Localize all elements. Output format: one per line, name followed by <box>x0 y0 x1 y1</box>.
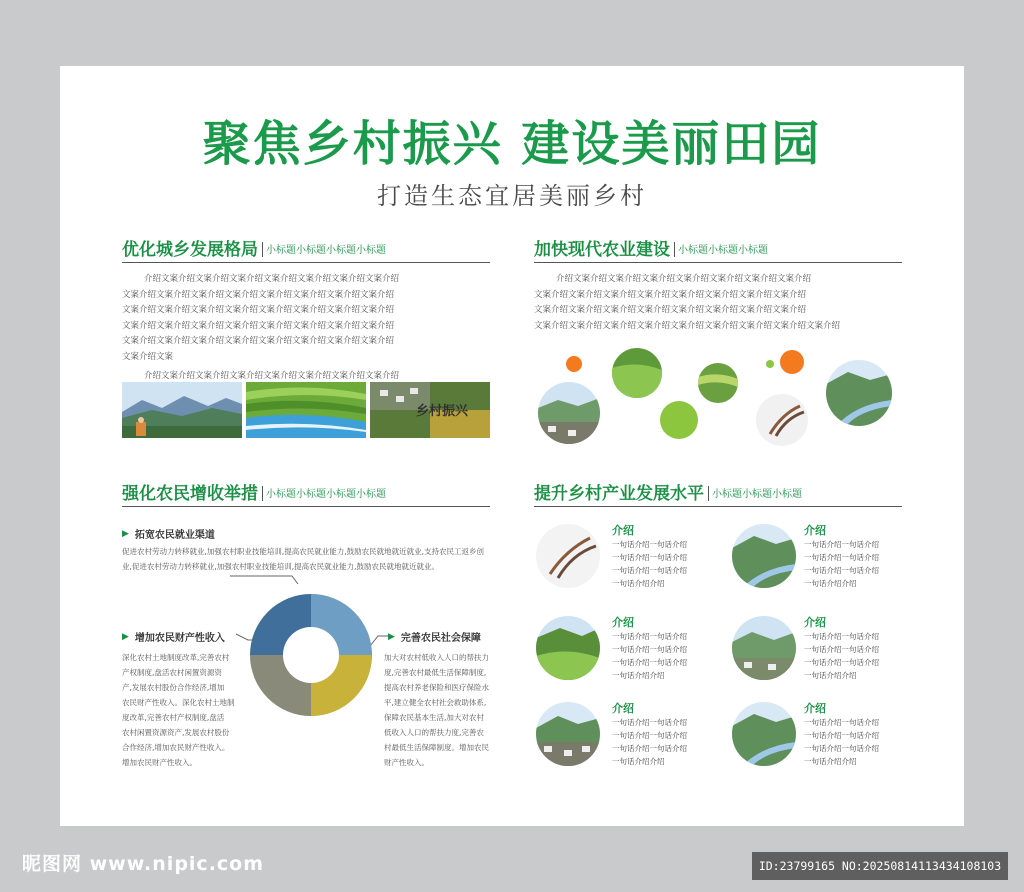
list-item: 一句话介绍一句话介绍 <box>804 540 879 549</box>
text-line: 村最低生活保障制度。增加农民 <box>384 743 489 752</box>
bullet-title: 完善农民社会保障 <box>400 633 481 644</box>
text-line: 文案介绍文案介绍文案介绍文案介绍文案介绍文案介绍文案介绍文案介绍 <box>534 305 807 315</box>
text-line: 介绍文案介绍文案介绍文案介绍文案介绍文案介绍文案介绍文案介绍 <box>144 371 400 381</box>
list-item: 一句话介绍介绍 <box>804 757 857 766</box>
divider <box>708 486 709 501</box>
text-line: 文案介绍文案介绍文案介绍文案介绍文案介绍文案介绍文案介绍文案介绍 <box>534 289 807 300</box>
text-line: 低收入人口的帮扶力度,完善农 <box>384 728 484 737</box>
text-line: 保障农民基本生活,加大对农村 <box>384 713 484 722</box>
triangle-bullet-icon: ▶ <box>122 631 129 642</box>
list-item: 一句话介绍一句话介绍 <box>804 731 879 740</box>
list-item: 一句话介绍一句话介绍 <box>804 632 879 641</box>
text-line: 产,发展农村股份合作经济,增加 <box>122 683 225 692</box>
text-line: 增加农民财产性收入。 <box>122 758 197 767</box>
intro-item-photo <box>536 524 600 588</box>
ring-photo-collage <box>250 594 372 716</box>
intro-item-photo <box>536 616 600 680</box>
bullet-title: 拓宽农民就业渠道 <box>134 530 215 541</box>
list-item: 一句话介绍一句话介绍 <box>804 658 879 667</box>
list-item: 一句话介绍一句话介绍 <box>804 566 879 575</box>
section-title: 强化农民增收举措 <box>122 484 258 504</box>
list-item: 一句话介绍一句话介绍 <box>804 744 879 753</box>
intro-item-list <box>804 538 879 590</box>
text-line: 深化农村土地制度改革,完善农村 <box>122 653 230 662</box>
intro-item-title: 介绍 <box>612 616 634 629</box>
intro-item-list <box>612 716 687 768</box>
text-line: 农村闲置资源资产,发展农村股份 <box>122 728 230 737</box>
section-title: 提升乡村产业发展水平 <box>534 484 704 504</box>
list-item: 一句话介绍介绍 <box>612 757 665 766</box>
section-subtitle: 小标题小标题小标题小标题 <box>266 489 386 500</box>
list-item: 一句话介绍介绍 <box>612 671 665 680</box>
section-title: 优化城乡发展格局 <box>122 240 258 260</box>
main-title: 聚焦乡村振兴 建设美丽田园 <box>202 116 822 172</box>
intro-item-list <box>612 630 687 682</box>
list-item: 一句话介绍一句话介绍 <box>612 718 687 727</box>
watermark-logo: 昵图网 www.nipic.com <box>22 853 265 875</box>
text-line: 文案介绍文案介绍文案介绍文案介绍文案介绍文案介绍文案介绍文案介绍 <box>122 289 395 300</box>
text-line: 合作经济,增加农民财产性收入。 <box>122 743 230 752</box>
list-item: 一句话介绍一句话介绍 <box>612 632 687 641</box>
sub-title: 打造生态宜居美丽乡村 <box>377 182 647 210</box>
text-line: 介绍文案介绍文案介绍文案介绍文案介绍文案介绍文案介绍文案介绍 <box>556 274 812 284</box>
list-item: 一句话介绍一句话介绍 <box>804 645 879 654</box>
intro-item-list <box>804 716 879 768</box>
intro-item-list <box>612 538 687 590</box>
watermark-id: ID:23799165 NO:20250814113434108103 <box>752 852 1008 880</box>
photo-caption: 乡村振兴 <box>416 404 469 419</box>
intro-item-title: 介绍 <box>612 524 634 537</box>
intro-item-photo <box>732 702 796 766</box>
section-header-rural-industry <box>534 478 902 507</box>
triangle-bullet-icon: ▶ <box>122 528 129 539</box>
text-line: 文案介绍文案介绍文案介绍文案介绍文案介绍文案介绍文案介绍文案介绍 <box>122 305 395 315</box>
bullet-social-security <box>388 629 481 644</box>
intro-item-title: 介绍 <box>612 702 634 715</box>
text-line: 度,完善农村最低生活保障制度, <box>384 668 487 677</box>
text-line: 业,促进农村劳动力转移就业,加强农村职业技能培训,提高农民就业能力,鼓励农民就地就近就业。 <box>122 562 440 571</box>
list-item: 一句话介绍一句话介绍 <box>804 553 879 562</box>
text-line: 提高农村养老保险和医疗保险水 <box>384 683 489 692</box>
text-line: 文案介绍文案介绍文案介绍文案介绍文案介绍文案介绍文案介绍文案介绍文案介绍 <box>534 320 841 331</box>
text-line: 平,建立健全农村社会救助体系, <box>384 698 487 707</box>
text-line: 文案介绍文案介绍文案介绍文案介绍文案介绍文案介绍文案介绍文案介绍 <box>122 320 395 331</box>
intro-item-title: 介绍 <box>804 524 826 537</box>
intro-item-title: 介绍 <box>804 616 826 629</box>
section-subtitle: 小标题小标题小标题小标题 <box>266 245 386 256</box>
list-item: 一句话介绍一句话介绍 <box>612 744 687 753</box>
list-item: 一句话介绍一句话介绍 <box>612 540 687 549</box>
intro-item-title: 介绍 <box>804 702 826 715</box>
section-subtitle: 小标题小标题小标题 <box>678 245 768 256</box>
intro-item-list <box>804 630 879 682</box>
list-item: 一句话介绍介绍 <box>804 579 857 588</box>
list-item: 一句话介绍一句话介绍 <box>612 658 687 667</box>
text-line: 度改革,完善农村产权制度,盘活 <box>122 713 225 722</box>
list-item: 一句话介绍一句话介绍 <box>612 645 687 654</box>
list-item: 一句话介绍一句话介绍 <box>612 566 687 575</box>
intro-item-photo <box>732 616 796 680</box>
text-line: 产权制度,盘活农村闲置资源资 <box>122 668 222 677</box>
poster-board <box>60 66 964 826</box>
bullet-title: 增加农民财产性收入 <box>134 633 225 644</box>
text-line: 财产性收入。 <box>384 758 429 767</box>
list-item: 一句话介绍一句话介绍 <box>612 553 687 562</box>
section-title: 加快现代农业建设 <box>534 240 670 260</box>
list-item: 一句话介绍一句话介绍 <box>804 718 879 727</box>
intro-item-photo <box>536 702 600 766</box>
list-item: 一句话介绍一句话介绍 <box>612 731 687 740</box>
text-line: 加大对农村低收入人口的帮扶力 <box>384 653 489 662</box>
triangle-bullet-icon: ▶ <box>388 631 395 642</box>
text-line: 文案介绍文案 <box>122 351 174 362</box>
section-subtitle: 小标题小标题小标题 <box>712 489 802 500</box>
text-line: 农民财产性收入。深化农村土地制 <box>122 698 235 707</box>
list-item: 一句话介绍介绍 <box>612 579 665 588</box>
property-income-text <box>122 650 242 770</box>
social-security-text <box>384 650 504 770</box>
text-line: 促进农村劳动力转移就业,加强农村职业技能培训,提高农民就业能力,鼓励农民就地就近就业,支持农民工返乡创 <box>122 547 485 556</box>
text-line: 文案介绍文案介绍文案介绍文案介绍文案介绍文案介绍文案介绍文案介绍 <box>122 336 395 346</box>
text-line: 介绍文案介绍文案介绍文案介绍文案介绍文案介绍文案介绍文案介绍 <box>144 274 400 284</box>
list-item: 一句话介绍介绍 <box>804 671 857 680</box>
intro-item-photo <box>732 524 796 588</box>
bullet-property-income <box>122 629 225 644</box>
